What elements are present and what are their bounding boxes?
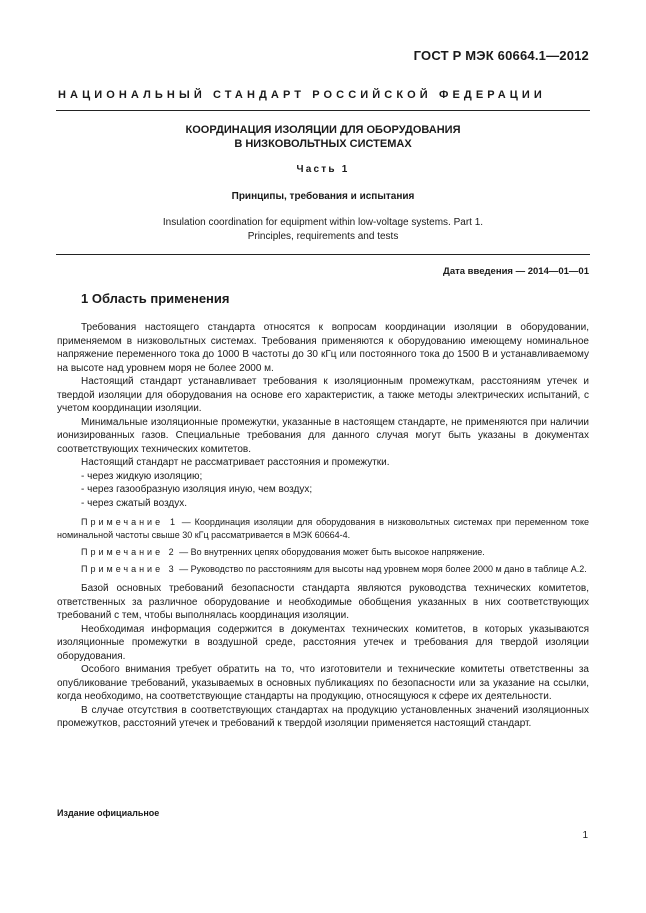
note-1 bbox=[57, 516, 589, 542]
note-2 bbox=[57, 546, 589, 559]
document-title bbox=[56, 123, 590, 151]
note-text: — Координация изоляции для оборудования в низковольтных системах при переменном токе номинальной частоты свыше 30 кГц рассматривается в МЭК 60664-4. bbox=[57, 517, 589, 540]
title-line-2: В НИЗКОВОЛЬТНЫХ СИСТЕМАХ bbox=[234, 138, 412, 150]
section-body bbox=[57, 321, 589, 731]
title-line-1: КООРДИНАЦИЯ ИЗОЛЯЦИИ ДЛЯ ОБОРУДОВАНИЯ bbox=[185, 124, 461, 136]
section-heading: 1 Область применения bbox=[81, 291, 230, 306]
list-item: - через газообразную изоляция иную, чем воздух; bbox=[81, 484, 313, 495]
paragraph: Настоящий стандарт не рассматривает расстояния и промежутки. bbox=[81, 457, 390, 468]
english-title-line-1: Insulation coordination for equipment within low-voltage systems. Part 1. bbox=[162, 217, 484, 228]
note-label: Примечание 2 bbox=[81, 547, 177, 557]
subtitle: Принципы, требования и испытания bbox=[231, 191, 415, 202]
official-edition-label: Издание официальное bbox=[57, 808, 160, 818]
paragraph: Требования настоящего стандарта относятся к вопросам координации изоляции в оборудовании, применяемом в низковольтных системах. Требования применяются к оборудованию имеющему номинальное напряжение переменного тока до 1000 В частоты до 30 кГц или постоянного тока до 1500 В и устанавливаемому на высоте над уровнем моря не более 2000 м. bbox=[57, 322, 589, 374]
bottom-divider bbox=[56, 254, 590, 255]
paragraph: Настоящий стандарт устанавливает требования к изоляционным промежуткам, расстояниям утечек и твердой изоляции для оборудования на основе его характеристик, а также методы электрических испытаний, с учетом координации изоляции. bbox=[57, 376, 589, 414]
note-label: Примечание 3 bbox=[81, 564, 177, 574]
note-text: — Во внутренних цепях оборудования может быть высокое напряжение. bbox=[176, 547, 485, 557]
paragraph: Минимальные изоляционные промежутки, указанные в настоящем стандарте, не применяются при наличии ионизированных газов. Специальные требования для данного случая могут быть указаны в документах соответствующих технических комитетов. bbox=[57, 416, 589, 455]
list-item: - через сжатый воздух. bbox=[81, 497, 188, 509]
paragraph: В случае отсутствия в соответствующих стандартах на продукцию установленных значений изоляционных промежутков, расстояний утечек и требований к твердой изоляции применяется настоящий стандарт. bbox=[57, 704, 589, 729]
english-title bbox=[56, 216, 590, 244]
list-item: - через жидкую изоляцию; bbox=[81, 470, 203, 482]
introduction-date: Дата введения — 2014—01—01 bbox=[443, 266, 589, 277]
top-divider bbox=[56, 110, 590, 111]
paragraph: Особого внимания требует обратить на то, что изготовители и технические комитеты ответственны за опубликование требований, указываемых в основных публикациях по безопасности или за указание на ссылки, когда необходимо, на соответствующие стандарты на продукцию, относящуюся к сфере их деятельности. bbox=[57, 664, 589, 702]
paragraph: Базой основных требований безопасности стандарта являются руководства технических комитетов, ответственных за различное оборудование и необходимые обобщения указанных в них соответствующих требований с тем, чтобы выполнялась координация изоляции. bbox=[57, 583, 589, 621]
part-label: Часть 1 bbox=[296, 164, 350, 175]
note-3 bbox=[57, 563, 589, 576]
standard-code: ГОСТ Р МЭК 60664.1—2012 bbox=[413, 48, 589, 63]
page-number: 1 bbox=[582, 830, 588, 841]
national-standard-banner: НАЦИОНАЛЬНЫЙ СТАНДАРТ РОССИЙСКОЙ ФЕДЕРАЦИИ bbox=[58, 89, 546, 101]
paragraph: Необходимая информация содержится в документах технических комитетов, в которых указываются изоляционные промежутки в воздушной среде, расстояния утечек и требования для твердой изоляции оборудования. bbox=[57, 623, 589, 662]
note-text: — Руководство по расстояниям для высоты над уровнем моря более 2000 м дано в таблице А.2. bbox=[176, 564, 587, 574]
note-label: Примечание 1 bbox=[81, 517, 178, 527]
english-title-line-2: Principles, requirements and tests bbox=[247, 231, 399, 242]
